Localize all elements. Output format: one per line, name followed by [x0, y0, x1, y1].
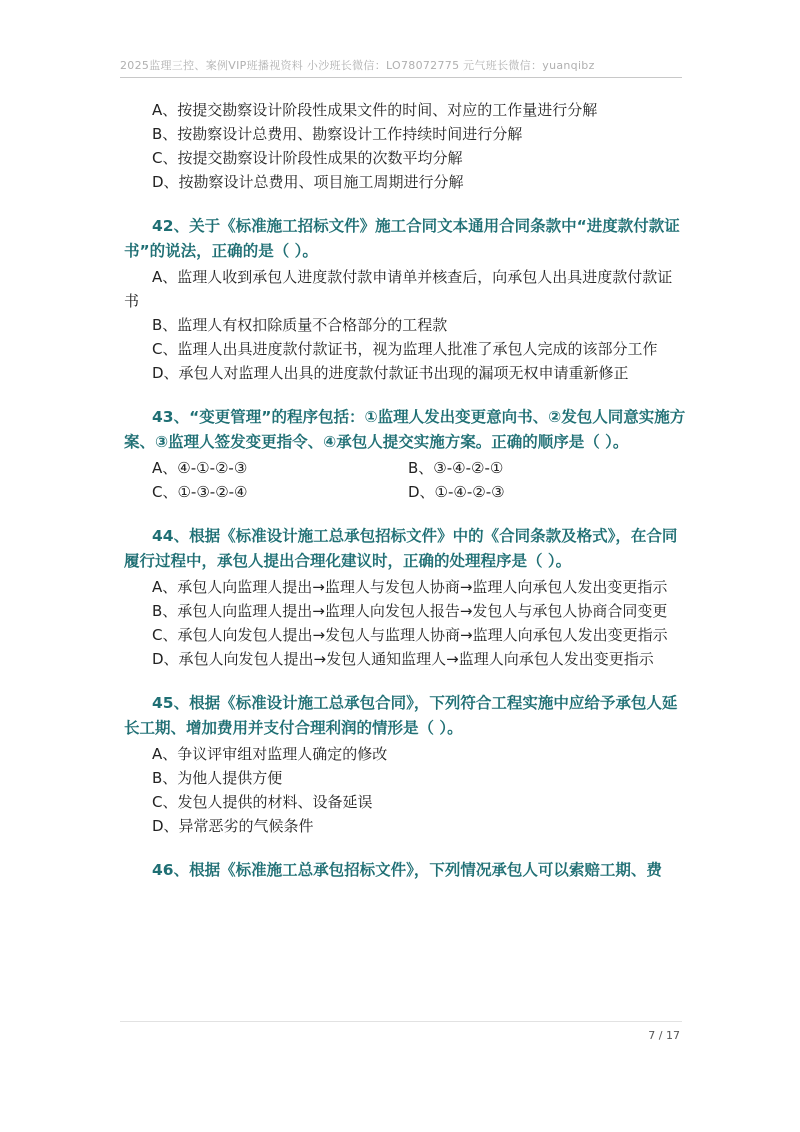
header-divider — [120, 77, 682, 78]
footer-divider — [120, 1021, 682, 1022]
question-42-options — [124, 265, 686, 385]
page-number: 7 / 17 — [648, 1029, 680, 1042]
option-a: A、争议评审组对监理人确定的修改 — [152, 745, 388, 763]
option-d: D、承包人向发包人提出→发包人通知监理人→监理人向承包人发出变更指示 — [152, 650, 654, 668]
option-c: C、发包人提供的材料、设备延误 — [152, 793, 373, 811]
document-body — [124, 98, 686, 885]
question-45-stem: 45、根据《标准设计施工总承包合同》，下列符合工程实施中应给予承包人延长工期、增加费用并支付合理利润的情形是（ ）。 — [124, 694, 678, 737]
option-a: A、④-①-②-③ — [152, 459, 248, 477]
option-c: C、按提交勘察设计阶段性成果的次数平均分解 — [152, 149, 463, 167]
option-d: D、承包人对监理人出具的进度款付款证书出现的漏项无权申请重新修正 — [152, 364, 629, 382]
option-d: D、异常恶劣的气候条件 — [152, 817, 314, 835]
option-c: C、①-③-②-④ — [152, 483, 248, 501]
question-45-options — [124, 742, 686, 838]
option-d: D、①-④-②-③ — [408, 483, 505, 501]
option-a: A、按提交勘察设计阶段性成果文件的时间、对应的工作量进行分解 — [152, 101, 598, 119]
question-42-stem: 42、关于《标准施工招标文件》施工合同文本通用合同条款中“进度款付款证书”的说法，正确的是（ ）。 — [124, 217, 680, 260]
option-b: B、③-④-②-① — [408, 459, 504, 477]
option-b: B、按勘察设计总费用、勘察设计工作持续时间进行分解 — [152, 125, 523, 143]
page-header: 2025监理三控、案例VIP班播视资料 小沙班长微信：LO78072775 元气班长微信：yuanqibz — [120, 59, 595, 72]
option-a: A、承包人向监理人提出→监理人与发包人协商→监理人向承包人发出变更指示 — [152, 578, 668, 596]
option-b: B、监理人有权扣除质量不合格部分的工程款 — [152, 316, 448, 334]
question-44-options — [124, 575, 686, 671]
question-43-stem: 43、“变更管理”的程序包括：①监理人发出变更意向书、②发包人同意实施方案、③监理人签发变更指令、④承包人提交实施方案。正确的顺序是（ ）。 — [124, 408, 686, 451]
option-a: A、监理人收到承包人进度款付款申请单并核查后，向承包人出具进度款付款证书 — [124, 268, 673, 310]
question-43-options — [124, 456, 686, 504]
option-c: C、监理人出具进度款付款证书，视为监理人批准了承包人完成的该部分工作 — [152, 340, 658, 358]
question-41-options — [124, 98, 686, 194]
option-b: B、承包人向监理人提出→监理人向发包人报告→发包人与承包人协商合同变更 — [152, 602, 668, 620]
question-44-stem: 44、根据《标准设计施工总承包招标文件》中的《合同条款及格式》，在合同履行过程中，承包人提出合理化建议时，正确的处理程序是（ ）。 — [124, 527, 678, 570]
question-46-stem: 46、根据《标准施工总承包招标文件》，下列情况承包人可以索赔工期、费 — [152, 861, 662, 879]
option-d: D、按勘察设计总费用、项目施工周期进行分解 — [152, 173, 464, 191]
option-c: C、承包人向发包人提出→发包人与监理人协商→监理人向承包人发出变更指示 — [152, 626, 668, 644]
option-b: B、为他人提供方便 — [152, 769, 283, 787]
